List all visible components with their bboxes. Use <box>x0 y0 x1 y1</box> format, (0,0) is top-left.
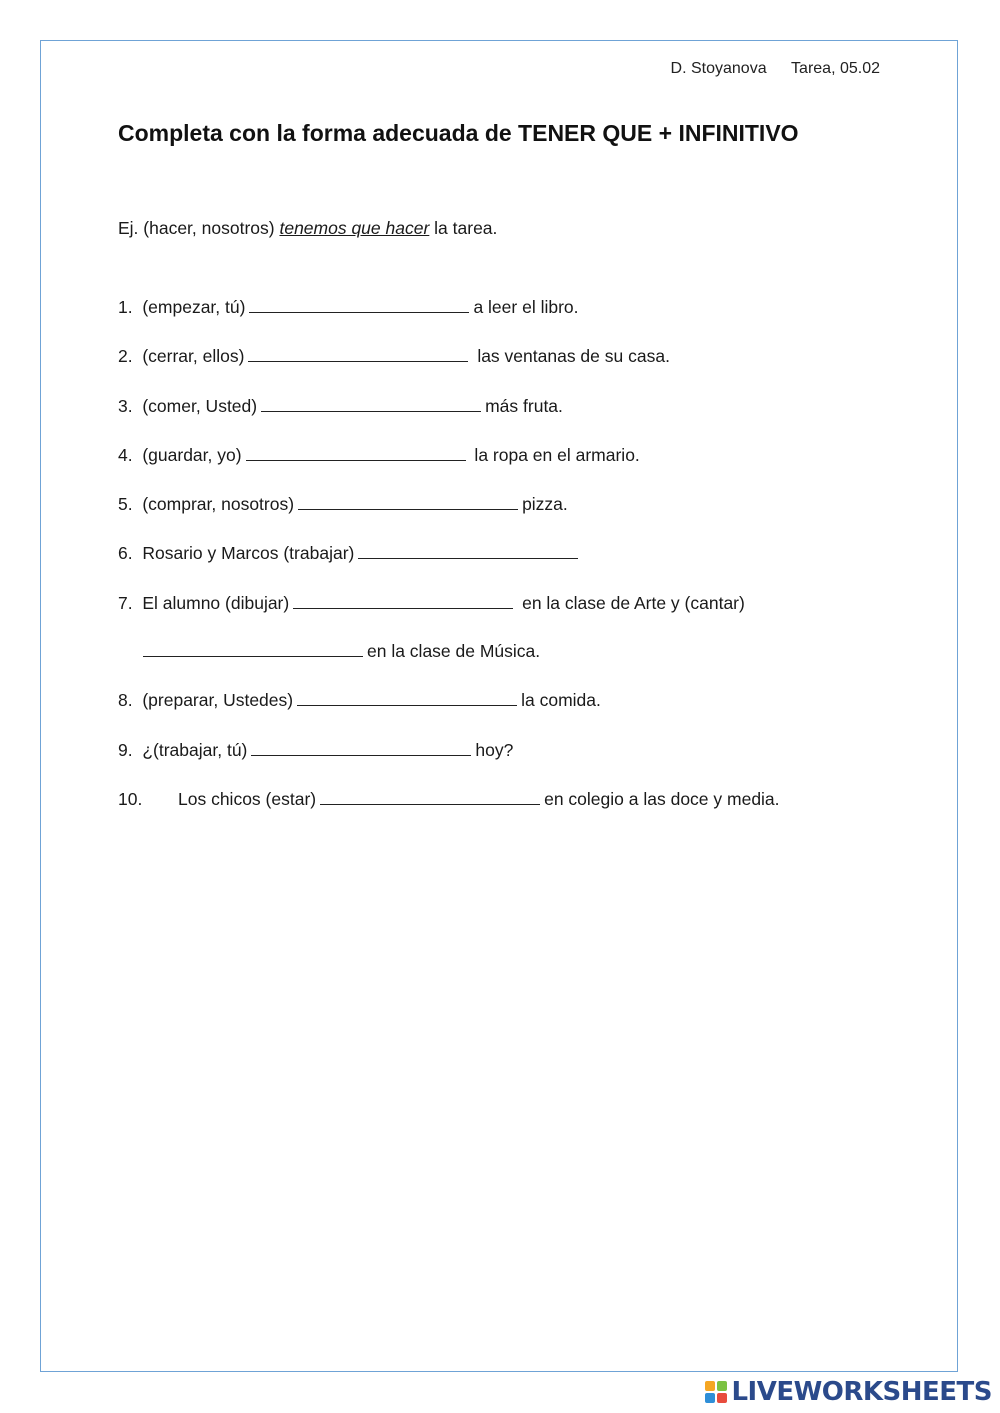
assignment-date: Tarea, 05.02 <box>791 60 880 77</box>
exercise-item-7-continued <box>143 641 540 662</box>
exercise-continuation: a leer el libro. <box>473 297 579 317</box>
exercise-number: 7. <box>118 593 133 613</box>
exercise-number: 10. <box>118 789 143 809</box>
exercise-continuation: en la clase de Música. <box>367 641 541 661</box>
exercise-item-7 <box>118 593 745 614</box>
logo-mark-icon <box>705 1381 727 1403</box>
logo-square <box>717 1393 727 1403</box>
exercise-continuation: hoy? <box>475 740 514 760</box>
exercise-continuation: las ventanas de su casa. <box>472 346 670 366</box>
liveworksheets-logo[interactable] <box>705 1375 992 1409</box>
exercise-prompt: (comer, Usted) <box>142 396 258 416</box>
answer-blank[interactable] <box>297 691 517 706</box>
exercise-continuation: en colegio a las doce y media. <box>544 789 780 809</box>
answer-blank[interactable] <box>358 544 578 559</box>
exercise-number: 3. <box>118 396 133 416</box>
answer-blank[interactable] <box>298 495 518 510</box>
exercise-number: 6. <box>118 543 133 563</box>
exercise-item-10 <box>118 789 780 810</box>
example-prefix: Ej. (hacer, nosotros) <box>118 218 280 238</box>
exercise-item-4 <box>118 445 640 466</box>
exercise-item-2 <box>118 346 670 367</box>
exercise-prompt: (preparar, Ustedes) <box>142 690 294 710</box>
exercise-prompt: Los chicos (estar) <box>178 789 317 809</box>
exercise-number: 5. <box>118 494 133 514</box>
exercise-item-5 <box>118 494 568 515</box>
exercise-prompt: (comprar, nosotros) <box>142 494 295 514</box>
exercise-number: 1. <box>118 297 133 317</box>
exercise-prompt: ¿(trabajar, tú) <box>142 740 248 760</box>
exercise-prompt: (empezar, tú) <box>142 297 246 317</box>
exercise-continuation: la comida. <box>521 690 601 710</box>
example-line <box>118 218 497 239</box>
answer-blank[interactable] <box>320 790 540 805</box>
answer-blank[interactable] <box>261 397 481 412</box>
header-meta <box>671 60 880 78</box>
exercise-number: 4. <box>118 445 133 465</box>
exercise-number: 9. <box>118 740 133 760</box>
logo-square <box>705 1393 715 1403</box>
answer-blank[interactable] <box>246 446 466 461</box>
exercise-item-1 <box>118 297 579 318</box>
exercise-item-9 <box>118 740 513 761</box>
exercise-item-6 <box>118 543 582 564</box>
exercise-item-3 <box>118 396 563 417</box>
exercise-item-8 <box>118 690 601 711</box>
logo-square <box>717 1381 727 1391</box>
answer-blank[interactable] <box>293 594 513 609</box>
answer-blank[interactable] <box>143 642 363 657</box>
example-answer: tenemos que hacer <box>279 218 430 238</box>
exercise-number: 2. <box>118 346 133 366</box>
page-title: Completa con la forma adecuada de TENER QUE + INFINITIVO <box>118 120 799 146</box>
exercise-prompt: Rosario y Marcos (trabajar) <box>142 543 355 563</box>
exercise-prompt: (cerrar, ellos) <box>142 346 245 366</box>
exercise-continuation: en la clase de Arte y (cantar) <box>517 593 745 613</box>
answer-blank[interactable] <box>248 347 468 362</box>
exercise-continuation: la ropa en el armario. <box>469 445 640 465</box>
answer-blank[interactable] <box>251 741 471 756</box>
author-name: D. Stoyanova <box>670 60 767 77</box>
exercise-number: 8. <box>118 690 133 710</box>
exercise-continuation: más fruta. <box>485 396 563 416</box>
logo-text: LIVEWORKSHEETS <box>731 1377 992 1407</box>
logo-square <box>705 1381 715 1391</box>
example-suffix: la tarea. <box>429 218 498 238</box>
answer-blank[interactable] <box>249 298 469 313</box>
exercise-prompt: El alumno (dibujar) <box>142 593 290 613</box>
exercise-prompt: (guardar, yo) <box>142 445 242 465</box>
exercise-continuation: pizza. <box>522 494 568 514</box>
